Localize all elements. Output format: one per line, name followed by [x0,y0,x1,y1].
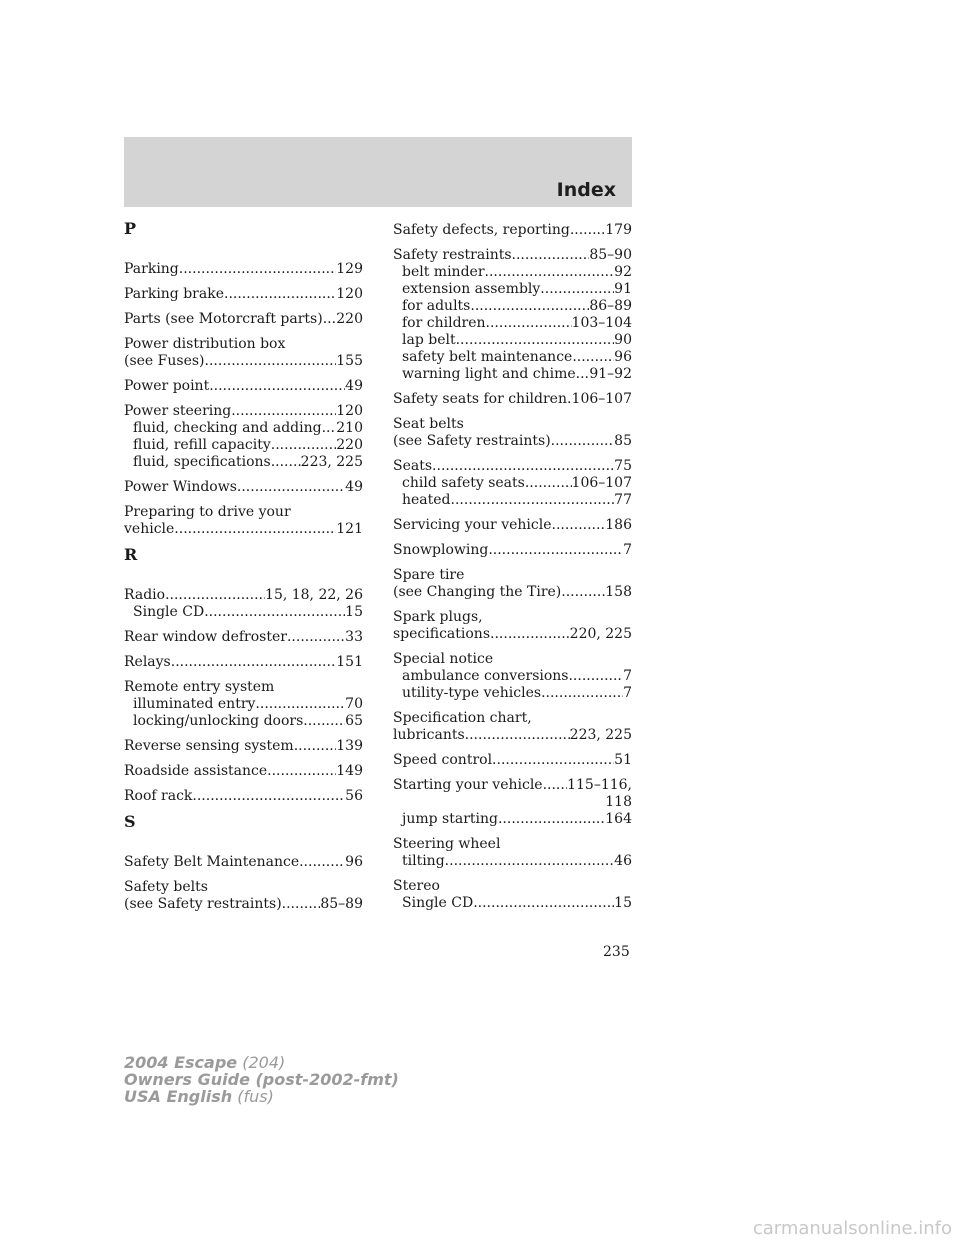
dot-leader [473,895,614,912]
dot-leader [271,437,337,454]
entry-text: jump starting [402,811,498,827]
dot-leader [540,281,614,298]
index-entry-line [124,896,363,913]
index-entry-line [393,391,632,408]
index-entry-line [393,727,632,744]
entry-text: utility-type vehicles [402,685,542,701]
entry-page-ref: 65 [345,713,363,729]
entry-page-ref: 210 [336,420,363,436]
entry-text: Parking brake [124,286,224,302]
entry-page-ref: 103–104 [571,315,632,331]
index-entry-line [124,654,363,671]
header-band [124,137,632,207]
index-entry-line [124,738,363,755]
dot-leader [165,587,265,604]
index-letter-heading: S [124,812,136,831]
dot-leader [231,403,336,420]
index-entry-line [393,433,632,450]
entry-text: Safety seats for children [393,391,567,407]
entry-page-ref: 220 [336,311,363,327]
index-subentry [393,475,632,492]
index-entry [124,479,363,496]
index-entry [393,222,632,239]
index-subentry [393,315,632,332]
entry-text: Safety restraints [393,247,512,263]
index-entry [124,587,363,621]
entry-text: locking/unlocking doors [133,713,304,729]
dot-leader [255,696,345,713]
dot-leader [322,420,337,437]
index-entry-line [124,629,363,646]
index-entry [393,836,632,870]
index-entry-line [393,609,632,626]
dot-leader [224,286,336,303]
index-entry [393,609,632,643]
entry-text: ambulance conversions [402,668,569,684]
entry-page-ref: 85–90 [589,247,632,263]
index-entry-line [124,788,363,805]
index-entry [124,286,363,303]
index-entry-line [393,794,632,811]
entry-page-ref: 15 [614,895,632,911]
entry-page-ref: 129 [336,261,363,277]
entry-text: child safety seats [402,475,525,491]
entry-text: Single CD [133,604,205,620]
footer-guide: Owners Guide (post-2002-fmt) [124,1070,399,1089]
index-entry [124,879,363,913]
dot-leader [282,896,321,913]
entry-page-ref: 106–107 [571,475,632,491]
entry-page-ref: 220 [336,437,363,453]
index-entry [393,542,632,559]
entry-text: 118 [605,794,632,810]
index-entry-line [393,626,632,643]
entry-page-ref: 49 [345,378,363,394]
index-entry [124,788,363,805]
dot-leader [561,584,605,601]
index-entry-line [124,879,363,896]
index-entry [124,261,363,278]
index-entry-line [393,651,632,668]
footer-line-3 [124,1088,399,1105]
footer-model-code: (204) [242,1053,286,1072]
index-entry-line [393,584,632,601]
entry-text: Spare tire [393,567,465,583]
index-entry-line [393,222,632,239]
index-subentry [124,420,363,437]
dot-leader [576,366,590,383]
index-entry-line [393,752,632,769]
entry-text: Rear window defroster [124,629,287,645]
dot-leader [192,788,345,805]
entry-page-ref: 92 [614,264,632,280]
entry-text: Single CD [402,895,474,911]
index-entry-line [124,403,363,420]
entry-page-ref: 75 [614,458,632,474]
footer-edition [124,1054,399,1105]
index-entry-line [393,458,632,475]
entry-page-ref: 120 [336,286,363,302]
index-column-right [393,222,632,920]
dot-leader [570,222,605,239]
index-subentry [393,895,632,912]
index-subentry [124,437,363,454]
index-subentry [124,604,363,621]
index-entry [393,752,632,769]
entry-page-ref: 106–107 [571,391,632,407]
index-subentry [393,332,632,349]
index-entry [124,311,363,328]
entry-page-ref: 179 [605,222,632,238]
index-subentry [393,492,632,509]
entry-text: Special notice [393,651,494,667]
dot-leader [512,247,590,264]
entry-text: for adults [402,298,471,314]
index-entry-line [393,567,632,584]
index-entry [124,336,363,370]
entry-text: (see Fuses) [124,353,205,369]
index-entry [124,403,363,471]
index-entry-line [393,517,632,534]
index-entry-line [393,836,632,853]
dot-leader [572,349,614,366]
footer-model: 2004 Escape [124,1053,238,1072]
entry-text: Power point [124,378,210,394]
entry-page-ref: 91 [614,281,632,297]
entry-text: Reverse sensing system [124,738,294,754]
entry-page-ref: 51 [614,752,632,768]
entry-text: Relays [124,654,171,670]
index-entry [124,738,363,755]
entry-page-ref: 77 [614,492,632,508]
entry-text: Safety defects, reporting [393,222,570,238]
dot-leader [204,604,345,621]
dot-leader [299,854,345,871]
entry-text: Safety Belt Maintenance [124,854,300,870]
index-subentry [393,668,632,685]
index-entry-line [124,763,363,780]
footer-language: USA English [124,1087,233,1106]
entry-text: Speed control [393,752,493,768]
entry-text: fluid, checking and adding [133,420,322,436]
index-entry-line [393,777,632,794]
dot-leader [205,353,337,370]
dot-leader [294,738,337,755]
index-entry [124,763,363,780]
entry-text: Power steering [124,403,232,419]
index-subentry [393,349,632,366]
dot-leader [465,727,570,744]
index-entry-line [124,521,363,538]
entry-page-ref: 15, 18, 22, 26 [265,587,363,603]
entry-text: Power Windows [124,479,237,495]
footer-line-2 [124,1071,399,1088]
entry-page-ref: 223, 225 [300,454,363,470]
entry-text: Roof rack [124,788,193,804]
entry-page-ref: 33 [345,629,363,645]
entry-page-ref: 91–92 [589,366,632,382]
entry-text: safety belt maintenance [402,349,573,365]
dot-leader [490,626,570,643]
dot-leader [271,454,301,471]
entry-page-ref: 7 [623,542,632,558]
entry-text: (see Safety restraints) [124,896,282,912]
entry-page-ref: 115–116, [567,777,632,793]
entry-page-ref: 56 [345,788,363,804]
dot-leader [486,315,572,332]
dot-leader [323,311,337,328]
index-subentry [393,685,632,702]
index-entry-line [124,854,363,871]
index-column-left [124,220,363,921]
entry-text: extension assembly [402,281,541,297]
entry-page-ref: 46 [614,853,632,869]
dot-leader [470,298,589,315]
entry-page-ref: 149 [336,763,363,779]
index-entry [393,247,632,383]
entry-page-ref: 7 [623,685,632,701]
entry-text: Seat belts [393,416,464,432]
dot-leader [209,378,345,395]
entry-page-ref: 220, 225 [569,626,632,642]
dot-leader [237,479,345,496]
entry-text: Roadside assistance [124,763,268,779]
index-entry-line [393,247,632,264]
entry-text: tilting [402,853,445,869]
index-entry [124,629,363,646]
entry-text: (see Safety restraints) [393,433,551,449]
index-letter-heading: P [124,219,137,238]
entry-text: Snowplowing [393,542,489,558]
index-entry-line [393,710,632,727]
entry-page-ref: 120 [336,403,363,419]
index-subentry [393,811,632,828]
page-title: Index [556,179,616,201]
dot-leader [551,433,615,450]
page-number: 235 [603,944,630,960]
entry-text: Spark plugs, [393,609,483,625]
entry-text: vehicle [124,521,175,537]
index-entry [393,391,632,408]
entry-text: Power distribution box [124,336,286,352]
index-entry-line [124,587,363,604]
entry-text: lubricants [393,727,465,743]
index-entry [393,517,632,534]
entry-page-ref: 164 [605,811,632,827]
entry-page-ref: 223, 225 [569,727,632,743]
watermark: carmanualsonline.info [752,1218,952,1239]
entry-text: Preparing to drive your [124,504,291,520]
dot-leader [498,811,605,828]
index-subentry [124,454,363,471]
dot-leader [568,668,623,685]
entry-text: Servicing your vehicle [393,517,552,533]
index-entry [393,777,632,828]
index-entry [124,654,363,671]
dot-leader [445,853,615,870]
dot-leader [451,492,615,509]
entry-page-ref: 85–89 [320,896,363,912]
entry-page-ref: 7 [623,668,632,684]
entry-text: (see Changing the Tire) [393,584,562,600]
entry-text: fluid, specifications [133,454,271,470]
dot-leader [174,521,336,538]
entry-text: Stereo [393,878,440,894]
index-entry [124,504,363,538]
index-entry [393,710,632,744]
index-subentry [124,713,363,730]
index-subentry [393,264,632,281]
entry-text: belt minder [402,264,485,280]
dot-leader [267,763,336,780]
entry-text: heated [402,492,451,508]
index-entry-line [124,378,363,395]
entry-page-ref: 121 [336,521,363,537]
dot-leader [543,777,568,794]
dot-leader [552,517,606,534]
index-entry [393,878,632,912]
index-entry-line [393,416,632,433]
footer-line-1 [124,1054,399,1071]
index-entry [124,854,363,871]
index-subentry [124,696,363,713]
index-subentry [393,366,632,383]
index-entry-line [124,679,363,696]
index-entry-line [393,542,632,559]
index-entry-line [124,504,363,521]
entry-text: Seats [393,458,433,474]
dot-leader [541,685,623,702]
dot-leader [456,332,615,349]
index-entry-line [124,261,363,278]
index-entry [393,458,632,509]
dot-leader [179,261,336,278]
entry-page-ref: 70 [345,696,363,712]
index-letter-heading: R [124,545,138,564]
entry-page-ref: 96 [345,854,363,870]
entry-page-ref: 90 [614,332,632,348]
index-entry-line [124,479,363,496]
index-entry [124,378,363,395]
index-entry-line [124,286,363,303]
index-entry-line [393,878,632,895]
entry-page-ref: 86–89 [589,298,632,314]
index-entry-line [124,336,363,353]
entry-text: Remote entry system [124,679,275,695]
index-subentry [393,853,632,870]
dot-leader [485,264,615,281]
entry-page-ref: 139 [336,738,363,754]
entry-text: fluid, refill capacity [133,437,271,453]
entry-text: Parking [124,261,179,277]
index-subentry [393,281,632,298]
entry-page-ref: 15 [345,604,363,620]
index-entry [393,651,632,702]
dot-leader [488,542,623,559]
entry-text: Parts (see Motorcraft parts) [124,311,323,327]
dot-leader [171,654,337,671]
entry-page-ref: 151 [336,654,363,670]
dot-leader [303,713,345,730]
index-subentry [393,298,632,315]
footer-language-code: (fus) [237,1087,274,1106]
dot-leader [287,629,345,646]
dot-leader [525,475,572,492]
entry-page-ref: 49 [345,479,363,495]
index-entry [124,679,363,730]
entry-text: warning light and chime [402,366,576,382]
entry-text: specifications [393,626,491,642]
entry-text: Safety belts [124,879,208,895]
entry-text: Specification chart, [393,710,532,726]
entry-page-ref: 158 [605,584,632,600]
entry-text: illuminated entry [133,696,256,712]
entry-page-ref: 155 [336,353,363,369]
index-entry [393,416,632,450]
entry-text: for children [402,315,486,331]
entry-text: lap belt [402,332,456,348]
entry-text: Starting your vehicle [393,777,543,793]
entry-page-ref: 186 [605,517,632,533]
dot-leader [492,752,614,769]
index-entry-line [124,311,363,328]
dot-leader [432,458,614,475]
entry-page-ref: 85 [614,433,632,449]
entry-text: Steering wheel [393,836,501,852]
index-entry-line [124,353,363,370]
entry-text: Radio [124,587,166,603]
index-entry [393,567,632,601]
entry-page-ref: 96 [614,349,632,365]
